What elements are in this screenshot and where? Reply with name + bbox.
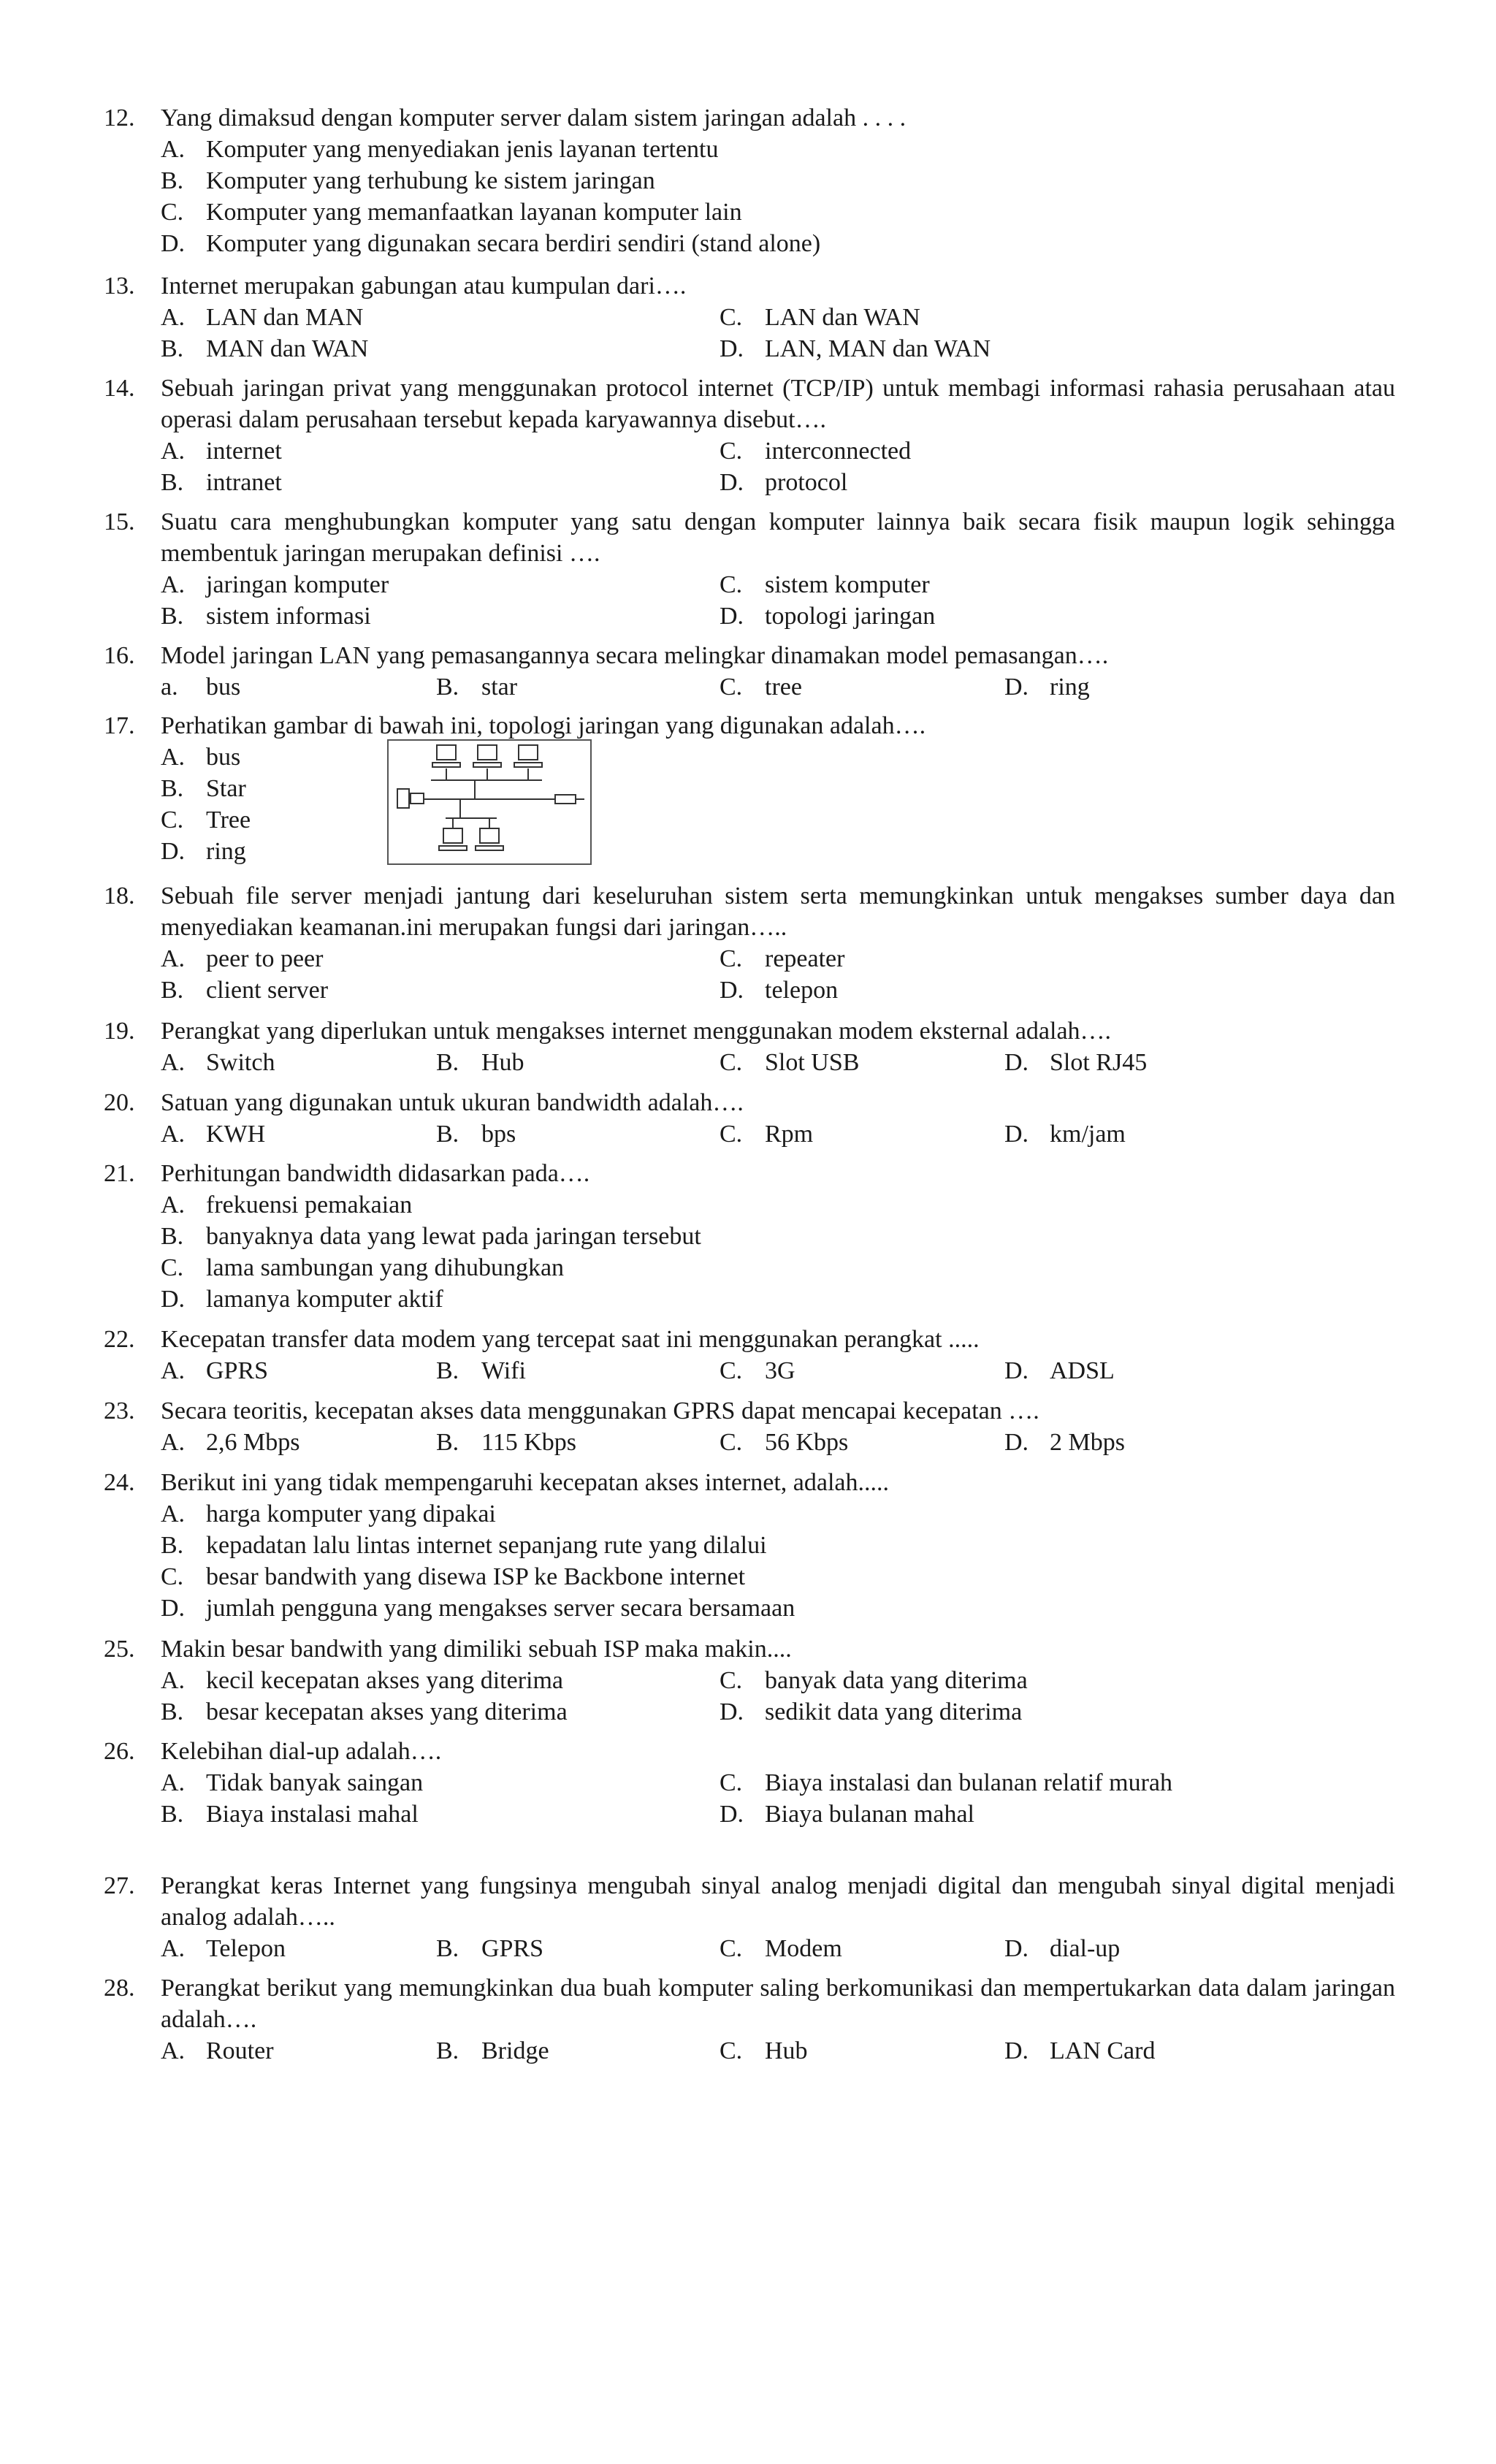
option-text: jaringan komputer — [206, 571, 389, 598]
option-letter: B. — [161, 335, 184, 362]
question-stem: Model jaringan LAN yang pemasangannya secara melingkar dinamakan model pemasangan…. — [161, 642, 1109, 669]
option-b — [161, 1799, 419, 1830]
option-text: jumlah pengguna yang mengakses server secara bersamaan — [206, 1595, 795, 1622]
question-number: 23. — [104, 1397, 135, 1424]
option-letter: B. — [436, 1429, 459, 1456]
question-number: 12. — [104, 104, 135, 131]
question-stem: Perangkat keras Internet yang fungsinya mengubah sinyal analog menjadi digital dan mengubah sinyal digital menjadi analog adalah….. — [161, 1872, 1395, 1931]
option-b — [436, 2035, 549, 2067]
option-b — [161, 1530, 767, 1561]
option-text: Star — [206, 775, 246, 802]
option-text: 115 Kbps — [481, 1429, 577, 1456]
option-text: intranet — [206, 469, 282, 496]
option-text: ADSL — [1050, 1357, 1115, 1384]
option-letter: A. — [161, 1769, 186, 1796]
option-c — [161, 804, 251, 836]
option-text: telepon — [765, 977, 839, 1004]
option-letter: C. — [720, 674, 743, 701]
option-letter: A. — [161, 2037, 186, 2064]
option-letter: B. — [436, 1049, 459, 1076]
option-a — [161, 134, 718, 165]
option-b — [436, 1933, 543, 1964]
question-number: 13. — [104, 272, 135, 300]
option-letter: C. — [161, 1563, 184, 1590]
question-stem: Kelebihan dial-up adalah…. — [161, 1738, 442, 1765]
option-a — [161, 943, 323, 974]
question-number: 22. — [104, 1326, 135, 1353]
option-b — [161, 165, 655, 197]
option-b — [436, 1427, 576, 1458]
option-b — [161, 1221, 701, 1252]
option-a — [161, 1767, 423, 1799]
option-letter: D. — [1004, 1357, 1029, 1384]
option-letter: C. — [161, 1254, 184, 1281]
option-text: ring — [1050, 674, 1090, 701]
option-text: besar kecepatan akses yang diterima — [206, 1698, 568, 1725]
option-letter: B. — [436, 1357, 459, 1384]
question-number: 16. — [104, 642, 135, 669]
option-letter: D. — [1004, 1429, 1029, 1456]
option-text: LAN dan WAN — [765, 304, 920, 331]
option-letter: C. — [720, 2037, 743, 2064]
question-number: 26. — [104, 1738, 135, 1765]
option-d — [720, 600, 935, 632]
option-c — [161, 197, 742, 228]
option-b — [161, 600, 371, 632]
option-letter: C. — [720, 438, 743, 465]
option-letter: A. — [161, 744, 186, 771]
question-stem: Secara teoritis, kecepatan akses data menggunakan GPRS dapat mencapai kecepatan …. — [161, 1397, 1039, 1424]
question-number: 21. — [104, 1160, 135, 1187]
option-text: sistem informasi — [206, 603, 371, 630]
option-text: Telepon — [206, 1935, 286, 1962]
option-text: harga komputer yang dipakai — [206, 1500, 496, 1527]
option-text: LAN, MAN dan WAN — [765, 335, 991, 362]
option-text: Hub — [765, 2037, 808, 2064]
option-letter: C. — [720, 571, 743, 598]
question-number: 20. — [104, 1089, 135, 1116]
question-stem: Internet merupakan gabungan atau kumpulan dari…. — [161, 272, 687, 300]
option-b — [161, 773, 246, 804]
option-letter: C. — [720, 1357, 743, 1384]
question-number: 19. — [104, 1018, 135, 1045]
option-letter: A. — [161, 1429, 186, 1456]
option-letter: A. — [161, 945, 186, 972]
option-d — [720, 333, 991, 365]
option-d — [720, 1799, 974, 1830]
option-letter: A. — [161, 1500, 186, 1527]
option-text: kepadatan lalu lintas internet sepanjang rute yang dilalui — [206, 1532, 767, 1559]
option-a — [161, 1118, 265, 1150]
question-stem: Kecepatan transfer data modem yang tercepat saat ini menggunakan perangkat ..... — [161, 1326, 980, 1353]
option-text: 56 Kbps — [765, 1429, 849, 1456]
question-number: 27. — [104, 1872, 135, 1899]
option-letter: B. — [161, 977, 184, 1004]
option-letter: A. — [161, 1191, 186, 1218]
network-topology-diagram — [387, 739, 592, 865]
option-c — [161, 1561, 745, 1593]
option-letter: A. — [161, 438, 186, 465]
option-letter: D. — [720, 1698, 744, 1725]
option-letter: B. — [161, 603, 184, 630]
option-text: ring — [206, 838, 246, 865]
option-text: 3G — [765, 1357, 795, 1384]
option-c — [720, 569, 930, 600]
option-text: client server — [206, 977, 329, 1004]
option-text: sedikit data yang diterima — [765, 1698, 1023, 1725]
question-number: 25. — [104, 1636, 135, 1663]
option-text: LAN Card — [1050, 2037, 1156, 2064]
option-letter: B. — [161, 1698, 184, 1725]
option-text: Slot USB — [765, 1049, 860, 1076]
option-text: Biaya instalasi dan bulanan relatif murah — [765, 1769, 1172, 1796]
option-c — [720, 1047, 859, 1078]
option-a — [161, 1355, 268, 1387]
option-text: Komputer yang terhubung ke sistem jaringan — [206, 167, 655, 194]
option-text: MAN dan WAN — [206, 335, 369, 362]
option-text: Komputer yang memanfaatkan layanan komputer lain — [206, 199, 742, 226]
option-d — [720, 467, 847, 498]
option-letter: C. — [720, 304, 743, 331]
option-text: Komputer yang menyediakan jenis layanan tertentu — [206, 136, 719, 163]
option-text: peer to peer — [206, 945, 324, 972]
option-d — [1004, 1118, 1126, 1150]
option-text: besar bandwith yang disewa ISP ke Backbone internet — [206, 1563, 746, 1590]
option-letter: B. — [436, 674, 459, 701]
option-text: Wifi — [481, 1357, 526, 1384]
option-text: Slot RJ45 — [1050, 1049, 1148, 1076]
question-stem: Yang dimaksud dengan komputer server dalam sistem jaringan adalah . . . . — [161, 104, 907, 131]
option-text: GPRS — [206, 1357, 269, 1384]
option-c — [720, 2035, 808, 2067]
option-letter: A. — [161, 1121, 186, 1148]
option-text: sistem komputer — [765, 571, 930, 598]
option-c — [720, 1427, 848, 1458]
option-letter: D. — [1004, 674, 1029, 701]
option-text: 2,6 Mbps — [206, 1429, 300, 1456]
option-c — [720, 671, 802, 703]
option-letter: B. — [161, 1223, 184, 1250]
option-letter: D. — [161, 1595, 186, 1622]
question-stem: Berikut ini yang tidak mempengaruhi kecepatan akses internet, adalah..... — [161, 1469, 889, 1496]
option-letter: C. — [161, 806, 184, 834]
option-text: 2 Mbps — [1050, 1429, 1125, 1456]
option-d — [161, 1593, 795, 1624]
option-text: GPRS — [481, 1935, 544, 1962]
option-d — [161, 836, 246, 867]
option-d — [720, 974, 838, 1006]
option-text: star — [481, 674, 518, 701]
option-text: bus — [206, 744, 241, 771]
option-b — [161, 1696, 568, 1728]
option-text: Bridge — [481, 2037, 549, 2064]
option-text: repeater — [765, 945, 845, 972]
option-text: Tree — [206, 806, 251, 834]
option-letter: C. — [720, 1667, 743, 1694]
option-text: lama sambungan yang dihubungkan — [206, 1254, 565, 1281]
question-stem: Makin besar bandwith yang dimiliki sebuah ISP maka makin.... — [161, 1636, 792, 1663]
option-text: internet — [206, 438, 282, 465]
option-text: interconnected — [765, 438, 912, 465]
option-letter: B. — [436, 1121, 459, 1148]
question-stem: Perangkat yang diperlukan untuk mengakses internet menggunakan modem eksternal adalah…. — [161, 1018, 1112, 1045]
option-d — [1004, 671, 1090, 703]
option-d — [1004, 1933, 1120, 1964]
option-d — [1004, 1047, 1147, 1078]
option-text: KWH — [206, 1121, 266, 1148]
option-c — [720, 302, 920, 333]
option-a — [161, 1665, 563, 1696]
option-letter: C. — [720, 1935, 743, 1962]
option-a — [161, 2035, 274, 2067]
option-c — [720, 943, 844, 974]
option-c — [720, 1933, 842, 1964]
option-letter: A. — [161, 571, 186, 598]
option-text: Router — [206, 2037, 274, 2064]
option-c — [720, 1118, 813, 1150]
question-number: 17. — [104, 712, 135, 739]
option-a — [161, 302, 363, 333]
question-stem: Sebuah file server menjadi jantung dari keseluruhan sistem serta memungkinkan untuk mengakses sumber daya dan menyediakan keamanan.ini merupakan fungsi dari jaringan….. — [161, 882, 1395, 941]
option-text: Rpm — [765, 1121, 814, 1148]
option-letter: B. — [161, 775, 184, 802]
option-text: lamanya komputer aktif — [206, 1286, 443, 1313]
option-d — [1004, 1355, 1115, 1387]
option-letter: A. — [161, 1357, 186, 1384]
option-letter: D. — [161, 230, 186, 257]
option-b — [436, 1047, 524, 1078]
option-letter: D. — [1004, 1935, 1029, 1962]
option-text: Biaya instalasi mahal — [206, 1801, 419, 1828]
option-a — [161, 671, 240, 703]
option-letter: A. — [161, 304, 186, 331]
option-b — [436, 671, 517, 703]
option-letter: D. — [1004, 1049, 1029, 1076]
option-a — [161, 1427, 299, 1458]
option-d — [1004, 2035, 1155, 2067]
option-a — [161, 435, 282, 467]
option-text: bus — [206, 674, 241, 701]
option-text: banyaknya data yang lewat pada jaringan tersebut — [206, 1223, 701, 1250]
option-letter: C. — [720, 1049, 743, 1076]
option-text: Biaya bulanan mahal — [765, 1801, 975, 1828]
option-b — [161, 467, 282, 498]
option-text: frekuensi pemakaian — [206, 1191, 413, 1218]
question-stem: Perangkat berikut yang memungkinkan dua buah komputer saling berkomunikasi dan mempertukarkan data dalam jaringan adalah…. — [161, 1975, 1395, 2033]
option-text: dial-up — [1050, 1935, 1121, 1962]
option-d — [161, 1284, 443, 1315]
option-letter: B. — [161, 469, 184, 496]
option-letter: D. — [161, 838, 186, 865]
option-letter: D. — [1004, 1121, 1029, 1148]
option-c — [720, 435, 911, 467]
option-letter: B. — [161, 1801, 184, 1828]
option-letter: D. — [1004, 2037, 1029, 2064]
option-text: Tidak banyak saingan — [206, 1769, 424, 1796]
question-number: 18. — [104, 882, 135, 909]
option-d — [720, 1696, 1022, 1728]
question-stem: Suatu cara menghubungkan komputer yang satu dengan komputer lainnya baik secara fisik maupun logik sehingga membentuk jaringan merupakan definisi …. — [161, 508, 1395, 567]
option-b — [161, 333, 368, 365]
option-text: topologi jaringan — [765, 603, 936, 630]
option-letter: A. — [161, 136, 186, 163]
option-letter: D. — [720, 469, 744, 496]
option-letter: A. — [161, 1935, 186, 1962]
question-number: 14. — [104, 375, 135, 402]
question-stem: Sebuah jaringan privat yang menggunakan protocol internet (TCP/IP) untuk membagi informasi rahasia perusahaan atau operasi dalam perusahaan tersebut kepada karyawannya disebut…. — [161, 375, 1395, 433]
option-a — [161, 1189, 412, 1221]
option-letter: B. — [436, 2037, 459, 2064]
option-letter: C. — [720, 1429, 743, 1456]
question-stem: Perhitungan bandwidth didasarkan pada…. — [161, 1160, 590, 1187]
option-letter: A. — [161, 1667, 186, 1694]
option-letter: C. — [720, 1121, 743, 1148]
option-letter: a. — [161, 674, 178, 701]
option-text: Komputer yang digunakan secara berdiri sendiri (stand alone) — [206, 230, 821, 257]
option-text: Modem — [765, 1935, 842, 1962]
option-letter: A. — [161, 1049, 186, 1076]
option-letter: D. — [161, 1286, 186, 1313]
question-number: 24. — [104, 1469, 135, 1496]
option-c — [720, 1665, 1028, 1696]
option-letter: B. — [436, 1935, 459, 1962]
option-letter: D. — [720, 335, 744, 362]
option-c — [720, 1355, 795, 1387]
option-letter: B. — [161, 1532, 184, 1559]
option-letter: C. — [720, 1769, 743, 1796]
option-letter: B. — [161, 167, 184, 194]
option-a — [161, 569, 389, 600]
option-text: bps — [481, 1121, 516, 1148]
option-b — [436, 1118, 516, 1150]
option-text: LAN dan MAN — [206, 304, 364, 331]
option-c — [161, 1252, 564, 1284]
option-c — [720, 1767, 1172, 1799]
option-text: kecil kecepatan akses yang diterima — [206, 1667, 563, 1694]
option-text: tree — [765, 674, 802, 701]
option-text: protocol — [765, 469, 848, 496]
option-a — [161, 1498, 496, 1530]
option-text: Hub — [481, 1049, 524, 1076]
option-text: km/jam — [1050, 1121, 1126, 1148]
option-d — [161, 228, 820, 259]
option-text: banyak data yang diterima — [765, 1667, 1028, 1694]
question-stem: Perhatikan gambar di bawah ini, topologi jaringan yang digunakan adalah…. — [161, 712, 926, 739]
option-letter: C. — [161, 199, 184, 226]
option-d — [1004, 1427, 1125, 1458]
option-b — [436, 1355, 526, 1387]
question-number: 15. — [104, 508, 135, 535]
option-a — [161, 1933, 286, 1964]
option-text: Switch — [206, 1049, 275, 1076]
option-a — [161, 741, 240, 773]
option-b — [161, 974, 328, 1006]
option-letter: C. — [720, 945, 743, 972]
option-letter: D. — [720, 603, 744, 630]
question-number: 28. — [104, 1975, 135, 2002]
option-a — [161, 1047, 275, 1078]
option-letter: D. — [720, 1801, 744, 1828]
option-letter: D. — [720, 977, 744, 1004]
question-stem: Satuan yang digunakan untuk ukuran bandwidth adalah…. — [161, 1089, 744, 1116]
